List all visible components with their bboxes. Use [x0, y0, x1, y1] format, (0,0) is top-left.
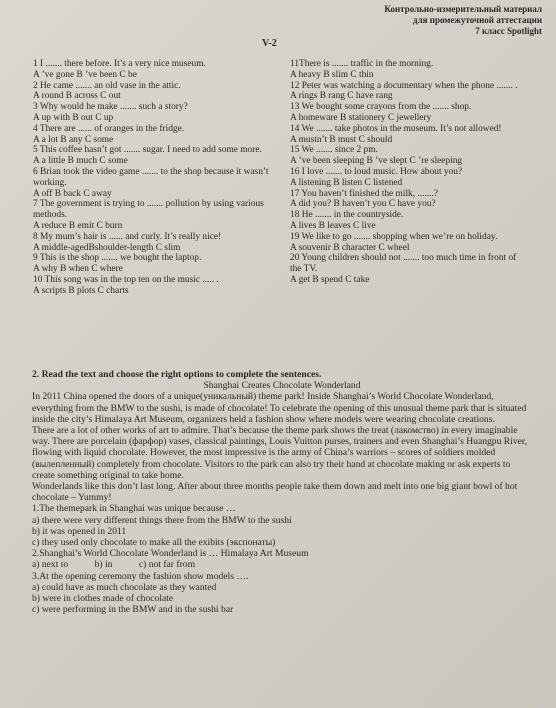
- question: 12 Peter was watching a documentary when the phone ....... .: [290, 80, 518, 91]
- question: 16 I love ....... to loud music. How about you?: [290, 166, 463, 177]
- section-instruction: 2. Read the text and choose the right options to complete the sentences.: [32, 369, 322, 380]
- answer-options: A a lot B any C some: [33, 134, 114, 145]
- questions-left-column: [33, 59, 273, 297]
- task-line: a) there were very different things there from the BMW to the sushi: [32, 514, 292, 526]
- header-line-3: 7 класс Spotlight: [475, 26, 542, 36]
- task-line: c) were performing in the BMW and in the sushi bar: [32, 604, 234, 616]
- task-line: 1.The themepark in Shanghai was unique because …: [32, 503, 236, 515]
- paragraph: There are a lot of other works of art to admire. That’s because the theme park shows the treat (лакомство) in every imaginable way. There are porcelain (фарфор) vases, classical paintings, Louis Vuitton purses, trainers and even Shanghai’s Huangpu River, flowing with liquid chocolate. However, the most impressive is the army of China’s warriors – scores of soldiers molded (вылепленный) completely from chocolate. Visitors to the park can also try their hand at chocolate making or ask experts to create something original to take home.: [32, 425, 528, 481]
- answer-options: A why B when C where: [33, 264, 123, 275]
- question: 6 Brian took the video game ....... to the shop because it wasn’t working.: [33, 166, 269, 188]
- answer-options: A a little B much C some: [33, 156, 128, 167]
- answer-options: A souvenir B character C wheel: [290, 242, 410, 253]
- answer-options: A lives B leaves C live: [290, 220, 376, 231]
- paragraph: In 2011 China opened the doors of a unique(уникальный) theme park! Inside Shanghai’s World Chocolate Wonderland, everything from the BMW to the sushi, is made of chocolate! To celebrate the opening of this unusual theme park that is situated inside the city’s Himalaya Art Museum, organizers held a fashion show where models were wearing chocolate creations.: [32, 391, 527, 425]
- document-header: [384, 4, 542, 37]
- answer-options: A heavy B slim C thin: [290, 69, 374, 80]
- answer-options: A homeware B stationery C jewellery: [290, 112, 432, 123]
- paragraph: Wonderlands like this don’t last long. After about three months people take them down and melt into one big giant bowl of hot chocolate – Yummy!: [32, 481, 518, 504]
- task-line: b) were in clothes made of chocolate: [32, 593, 174, 605]
- answer-options: A ’ve been sleeping B ’ve slept C ’re sleeping: [290, 156, 463, 167]
- question: 19 We like to go ....... shopping when we’re on holiday.: [290, 231, 498, 242]
- question: 7 The government is trying to ....... pollution by using various methods.: [33, 199, 264, 221]
- answer-options: A scripts B plots C charts: [33, 285, 129, 296]
- question: 10 This song was in the top ten on the music ..... .: [33, 274, 219, 285]
- answer-options: A round B across C out: [33, 91, 121, 102]
- task-line: 3.At the opening ceremony the fashion show models ….: [32, 570, 249, 582]
- variant-label: V-2: [262, 38, 277, 49]
- question: 5 This coffee hasn’t got ....... sugar. I need to add some more.: [33, 145, 262, 156]
- task-line: b) it was opened in 2011: [32, 525, 127, 537]
- reading-text: [32, 391, 532, 503]
- question: 4 There are ...... of oranges in the fridge.: [33, 123, 185, 134]
- header-line-1: Контрольно-измерительный материал: [384, 4, 542, 14]
- question: 3 Why would he make ....... such a story?: [33, 102, 188, 113]
- question: 2 He came ....... an old vase in the attic.: [33, 80, 181, 91]
- answer-options: A off B back C away: [33, 188, 112, 199]
- answer-options: A reduce B emit C burn: [33, 220, 123, 231]
- header-line-2: для промежуточной аттестации: [413, 15, 542, 25]
- answer-options: A rings B rang C have rang: [290, 91, 393, 102]
- question: 11There is ....... traffic in the morning.: [290, 59, 434, 69]
- task-line: c) they used only chocolate to make all the exibits (экспонаты): [32, 537, 276, 549]
- question: 20 Young children should not ....... too much time in front of the TV.: [290, 253, 517, 275]
- question: 14 We ....... take photos in the museum. It’s not allowed!: [290, 123, 502, 134]
- answer-options: A middle-agedBshoulder-length C slim: [33, 242, 181, 253]
- question: 13 We bought some crayons from the ....... shop.: [290, 102, 472, 113]
- task-line: 2.Shanghai’s World Chocolate Wonderland is … Himalaya Art Museum: [32, 548, 309, 560]
- question: 15 We ....... since 2 pm.: [290, 145, 378, 156]
- answer-options: A get B spend C take: [290, 274, 370, 285]
- answer-options: A listening B listen C listened: [290, 177, 403, 188]
- question: 18 He ....... in the countryside.: [290, 210, 404, 221]
- answer-options: A mustn’t B must C should: [290, 134, 393, 145]
- reading-section: [32, 369, 532, 615]
- task-line: a) could have as much chocolate as they wanted: [32, 581, 217, 593]
- question: 17 You haven’t finished the milk, .......?: [290, 188, 438, 199]
- question: 8 My mum’s hair is ...... and curly. It’s really nice!: [33, 231, 222, 242]
- questions-right-column: [290, 59, 530, 286]
- question: 1 I ....... there before. It’s a very nice museum.: [33, 59, 206, 69]
- question: 9 This is the shop ....... we bought the laptop.: [33, 253, 202, 264]
- answer-options: A ’ve gone B ’ve been C be: [33, 69, 137, 80]
- task-line: a) next to b) in c) not far from: [32, 559, 196, 571]
- comprehension-tasks: [32, 503, 532, 615]
- answer-options: A did you? B haven’t you C have you?: [290, 199, 436, 210]
- text-title: Shanghai Creates Chocolate Wonderland: [203, 380, 361, 392]
- answer-options: A up with B out C up: [33, 112, 114, 123]
